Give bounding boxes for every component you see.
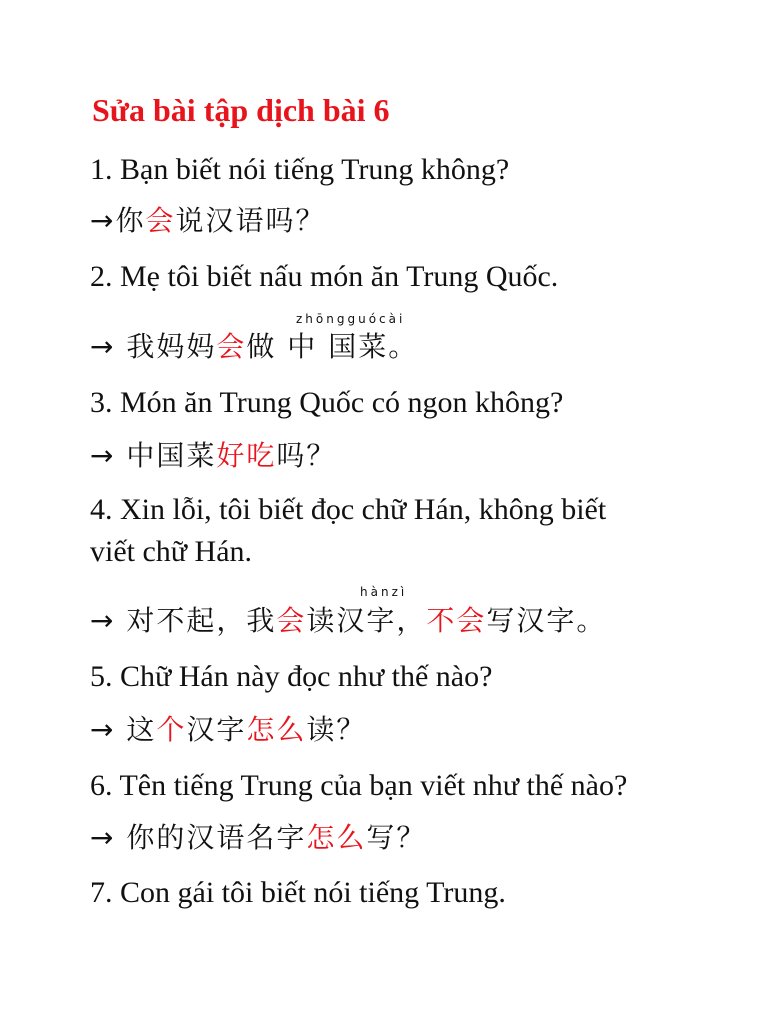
- pinyin-annotation-2: zhōngguócài: [296, 312, 406, 326]
- cn-segment: → 你的汉语名字: [90, 821, 307, 854]
- sentence-5-chinese: [90, 711, 366, 749]
- sentence-4-vietnamese-cont: viết chữ Hán.: [90, 535, 253, 568]
- cn-segment-highlight: 会: [145, 204, 176, 237]
- cn-segment: 读？: [306, 713, 367, 746]
- cn-segment-highlight: 怎么: [246, 713, 307, 746]
- cn-segment: → 中国菜: [90, 439, 217, 472]
- cn-segment: 做 中 国菜。: [246, 330, 419, 363]
- page-title: Sửa bài tập dịch bài 6: [92, 92, 390, 128]
- sentence-4-vietnamese: 4. Xin lỗi, tôi biết đọc chữ Hán, không biết: [90, 493, 607, 526]
- cn-segment-highlight: 怎么: [306, 821, 367, 854]
- sentence-6-vietnamese: 6. Tên tiếng Trung của bạn viết như thế nào?: [90, 769, 628, 802]
- sentence-1-chinese: [90, 202, 326, 240]
- cn-segment: → 我妈妈: [90, 330, 217, 363]
- cn-segment: → 对不起，我: [90, 604, 277, 637]
- cn-segment-highlight: 好吃: [216, 439, 277, 472]
- cn-segment: 汉字: [186, 713, 247, 746]
- cn-segment: 说汉语吗？: [175, 204, 326, 237]
- sentence-6-chinese: [90, 819, 426, 857]
- cn-segment-highlight: 个: [156, 713, 187, 746]
- sentence-5-vietnamese: 5. Chữ Hán này đọc như thế nào?: [90, 660, 493, 693]
- cn-segment: 写汉字。: [486, 604, 607, 637]
- cn-segment-highlight: 不会: [426, 604, 487, 637]
- cn-segment: 吗？: [276, 439, 337, 472]
- cn-segment-highlight: 会: [276, 604, 307, 637]
- sentence-3-chinese: [90, 437, 336, 475]
- sentence-7-vietnamese: 7. Con gái tôi biết nói tiếng Trung.: [90, 876, 506, 909]
- cn-segment: 写？: [366, 821, 427, 854]
- cn-segment-highlight: 会: [216, 330, 247, 363]
- cn-segment: → 这: [90, 713, 157, 746]
- sentence-1-vietnamese: 1. Bạn biết nói tiếng Trung không?: [90, 153, 510, 186]
- sentence-3-vietnamese: 3. Món ăn Trung Quốc có ngon không?: [90, 386, 564, 419]
- pinyin-annotation-4: hànzì: [360, 585, 408, 599]
- sentence-4-chinese: [90, 602, 606, 640]
- cn-segment: →你: [90, 204, 146, 237]
- sentence-2-chinese: [90, 328, 418, 366]
- sentence-2-vietnamese: 2. Mẹ tôi biết nấu món ăn Trung Quốc.: [90, 260, 559, 293]
- cn-segment: 读汉字，: [306, 604, 427, 637]
